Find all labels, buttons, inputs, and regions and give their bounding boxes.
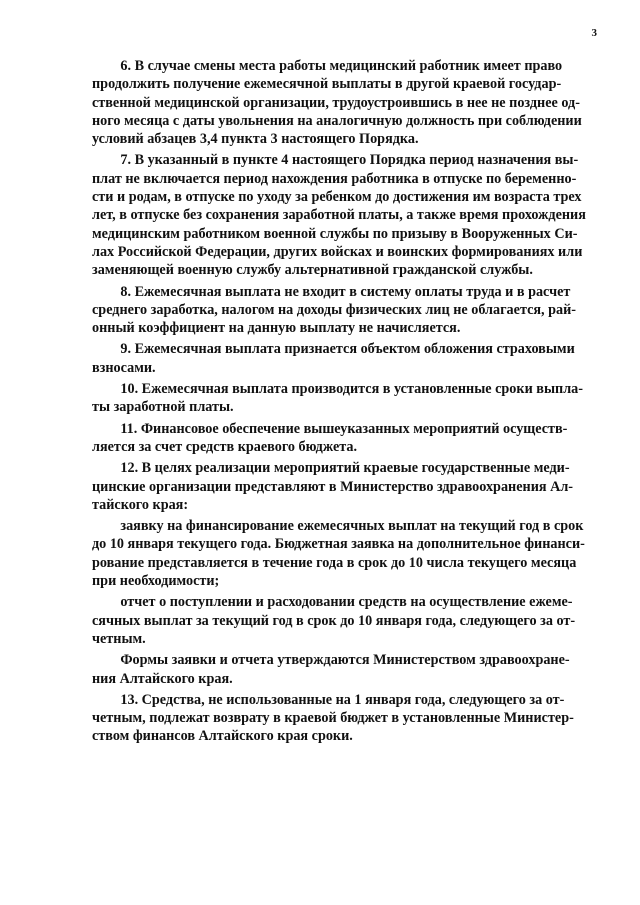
text-line: 6. В случае смены места работы медицинский работник имеет право	[92, 58, 563, 74]
text-line: плат не включается период нахождения работника в отпуске по беременно-	[92, 170, 577, 187]
text-line: ляется за счет средств краевого бюджета.	[92, 438, 358, 455]
text-line: ты заработной платы.	[92, 399, 234, 416]
text-line: сячных выплат за текущий год в срок до 10 января года, следующего за от-	[92, 612, 576, 629]
text-line: взносами.	[92, 359, 156, 376]
text-line: 7. В указанный в пункте 4 настоящего Порядка период назначения вы-	[92, 152, 579, 169]
text-line: 9. Ежемесячная выплата признается объектом обложения страховыми	[92, 341, 575, 358]
text-line: четным, подлежат возврату в краевой бюджет в установленные Министер-	[92, 710, 574, 727]
text-line: Формы заявки и отчета утверждаются Министерством здравоохране-	[92, 652, 570, 669]
paragraph-p13	[92, 691, 600, 746]
text-line: онный коэффициент на данную выплату не начисляется.	[92, 320, 461, 337]
text-line: рование представляется в течение года в срок до 10 числа текущего месяца	[92, 554, 577, 571]
text-line: ния Алтайского края.	[92, 670, 233, 687]
text-line: заменяющей военную службу альтернативной гражданской службы.	[92, 262, 533, 279]
text-line: 10. Ежемесячная выплата производится в установленные сроки выпла-	[92, 381, 583, 398]
paragraph-p11	[92, 420, 600, 457]
paragraph-p7	[92, 151, 600, 279]
paragraph-p8	[92, 283, 600, 338]
text-line: продолжить получение ежемесячной выплаты в другой краевой государ-	[92, 76, 562, 93]
paragraph-p12	[92, 459, 600, 514]
paragraph-p12b	[92, 593, 600, 648]
text-line: условий абзацев 3,4 пункта 3 настоящего Порядка.	[92, 131, 419, 148]
paragraph-p9	[92, 340, 600, 377]
text-line: заявку на финансирование ежемесячных выплат на текущий год в срок	[92, 518, 584, 535]
text-line: лах Российской Федерации, других войсках и воинских формированиях или	[92, 243, 583, 260]
text-line: 12. В целях реализации мероприятий краевые государственные меди-	[92, 460, 570, 477]
page-number: 3	[591, 27, 597, 39]
paragraph-p10	[92, 380, 600, 417]
text-line: до 10 января текущего года. Бюджетная заявка на дополнительное финанси-	[92, 536, 585, 553]
text-line: 8. Ежемесячная выплата не входит в систему оплаты труда и в расчет	[92, 283, 571, 300]
text-line: четным.	[92, 630, 146, 647]
text-line: ного месяца с даты увольнения на аналогичную должность при соблюдении	[92, 112, 582, 129]
text-line: тайского края:	[92, 496, 189, 513]
text-line: сти и родам, в отпуске по уходу за ребенком до достижения им возраста трех	[92, 189, 582, 206]
text-line: ством финансов Алтайского края сроки.	[92, 728, 353, 745]
text-line: 13. Средства, не использованные на 1 января года, следующего за от-	[92, 691, 565, 708]
paragraph-p6	[92, 57, 600, 148]
text-line: отчет о поступлении и расходовании средств на осуществление ежеме-	[92, 594, 573, 611]
text-line: медицинским работником военной службы по призыву в Вооруженных Си-	[92, 225, 578, 242]
text-line: при необходимости;	[92, 573, 220, 590]
paragraph-p12c	[92, 651, 600, 688]
text-line: ственной медицинской организации, трудоустроившись в нее не позднее од-	[92, 94, 580, 111]
text-line: лет, в отпуске без сохранения заработной платы, а также время прохождения	[92, 207, 586, 224]
text-line: 11. Финансовое обеспечение вышеуказанных мероприятий осуществ-	[92, 420, 568, 437]
text-line: среднего заработка, налогом на доходы физических лиц не облагается, рай-	[92, 301, 577, 318]
paragraph-p12a	[92, 517, 600, 590]
text-line: цинские организации представляют в Министерство здравоохранения Ал-	[92, 478, 574, 495]
document-body	[92, 57, 600, 749]
